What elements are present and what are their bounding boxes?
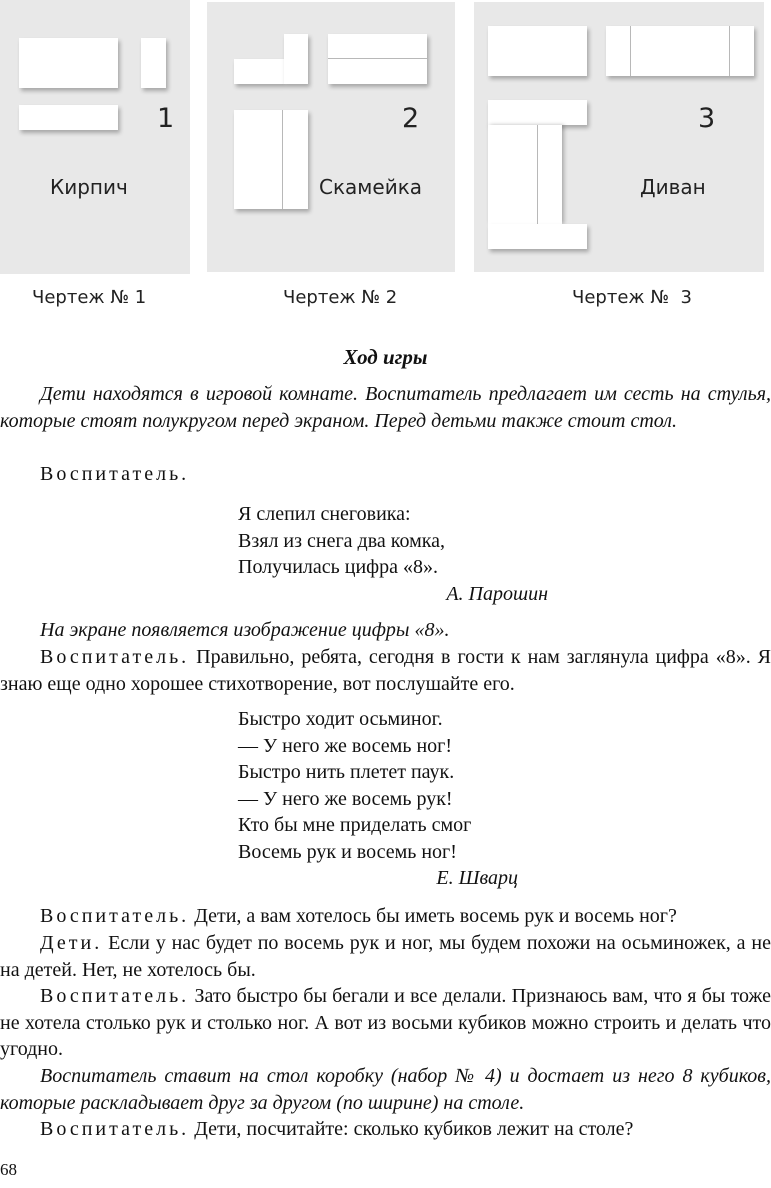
speaker-name: Воспитатель. <box>40 905 190 927</box>
sofa-block-side-middle <box>488 125 562 224</box>
figure-number: 2 <box>402 103 420 134</box>
poem-snowman <box>238 501 548 607</box>
brick-block-flat <box>19 105 118 130</box>
intro-stage-direction: Дети находятся в игровой комнате. Воспитатель предлагает им сесть на стулья, которые стоят полукругом перед экраном. Перед детьми также стоит стол. <box>0 383 771 432</box>
block-divider <box>729 26 730 76</box>
poem-line: Быстро нить плетет паук. <box>238 761 455 783</box>
sofa-block-front <box>488 26 587 76</box>
figure-name: Диван <box>640 175 706 199</box>
dialogue-text: Зато быстро бы бегали и все делали. Признаюсь вам, что я бы тоже не хотела столько рук и столько ног. А вот из восьми кубиков можно строить и делать что угодно. <box>0 985 771 1060</box>
bench-block-seat <box>234 59 284 84</box>
brick-block-end <box>141 38 166 88</box>
bench-block-leg <box>284 34 308 84</box>
block-divider <box>630 26 631 76</box>
sofa-block-top-view <box>606 26 754 76</box>
stage-direction: Воспитатель ставит на стол коробку (набор № 4) и достает из него 8 кубиков, которые раскладывает друг за другом (по ширине) на столе. <box>0 1065 771 1114</box>
figure-name: Скамейка <box>319 175 423 199</box>
poem-line: Я слепил снеговика: <box>238 503 411 525</box>
figure-number: 1 <box>157 103 175 134</box>
dialogue-line <box>0 903 771 930</box>
dialogue-line <box>0 983 771 1063</box>
sofa-block-side-bottom <box>488 224 587 249</box>
speaker-line <box>0 461 771 488</box>
speaker-name: Воспитатель. <box>40 463 190 485</box>
poem-line: Быстро ходит осьминог. <box>238 708 443 730</box>
figure-panel-bench <box>207 2 455 272</box>
figure-panel-sofa <box>474 2 764 272</box>
poem-author: А. Парошин <box>446 582 548 605</box>
block-divider <box>537 125 538 224</box>
dialogue-text: Дети, а вам хотелось бы иметь восемь рук и восемь ног? <box>189 905 677 927</box>
dialogue-text: Если у нас будет по восемь рук и ног, мы будем похожи на осьминожек, а не на детей. Нет, не хотелось бы. <box>0 932 771 981</box>
poem-line: Восемь рук и восемь ног! <box>238 840 457 863</box>
poem-octopus <box>238 706 518 892</box>
brick-block-large <box>19 38 118 88</box>
figure-caption-3: Чертеж № 3 <box>572 287 692 308</box>
poem-line: — У него же восемь ног! <box>238 734 453 757</box>
poem-author: Е. Шварц <box>436 867 518 889</box>
dialogue-line <box>0 1116 771 1143</box>
block-divider <box>328 58 427 59</box>
stage-direction: На экране появляется изображение цифры «8». <box>40 619 450 641</box>
speaker-name: Воспитатель. <box>40 985 190 1007</box>
speaker-name: Воспитатель. <box>40 646 190 668</box>
poem-line: Кто бы мне приделать смог <box>238 814 472 836</box>
dialogue-line <box>0 930 771 983</box>
sofa-block-side-top <box>488 100 587 125</box>
figure-number: 3 <box>698 103 716 134</box>
section-title: Ход игры <box>343 345 428 369</box>
poem-line: Взял из снега два комка, <box>238 529 446 552</box>
figure-panel-brick <box>0 0 190 274</box>
poem-line: Получилась цифра «8». <box>238 556 439 578</box>
speaker-name: Дети. <box>40 932 103 954</box>
page-number: 68 <box>0 1160 17 1179</box>
dialogue-line <box>0 644 771 697</box>
poem-line: — У него же восемь рук! <box>238 787 453 810</box>
bench-block-top-view <box>328 34 427 84</box>
bench-block-side-view <box>234 110 308 209</box>
dialogue-text: Правильно, ребята, сегодня в гости к нам заглянула цифра «8». Я знаю еще одно хорошее стихотворение, вот послушайте его. <box>0 646 771 695</box>
figure-caption-1: Чертеж № 1 <box>32 287 147 308</box>
speaker-name: Воспитатель. <box>40 1118 190 1140</box>
figure-name: Кирпич <box>50 175 128 199</box>
block-divider <box>282 110 283 209</box>
figure-caption-2: Чертеж № 2 <box>283 287 398 308</box>
dialogue-text: Дети, посчитайте: сколько кубиков лежит на столе? <box>189 1118 634 1140</box>
